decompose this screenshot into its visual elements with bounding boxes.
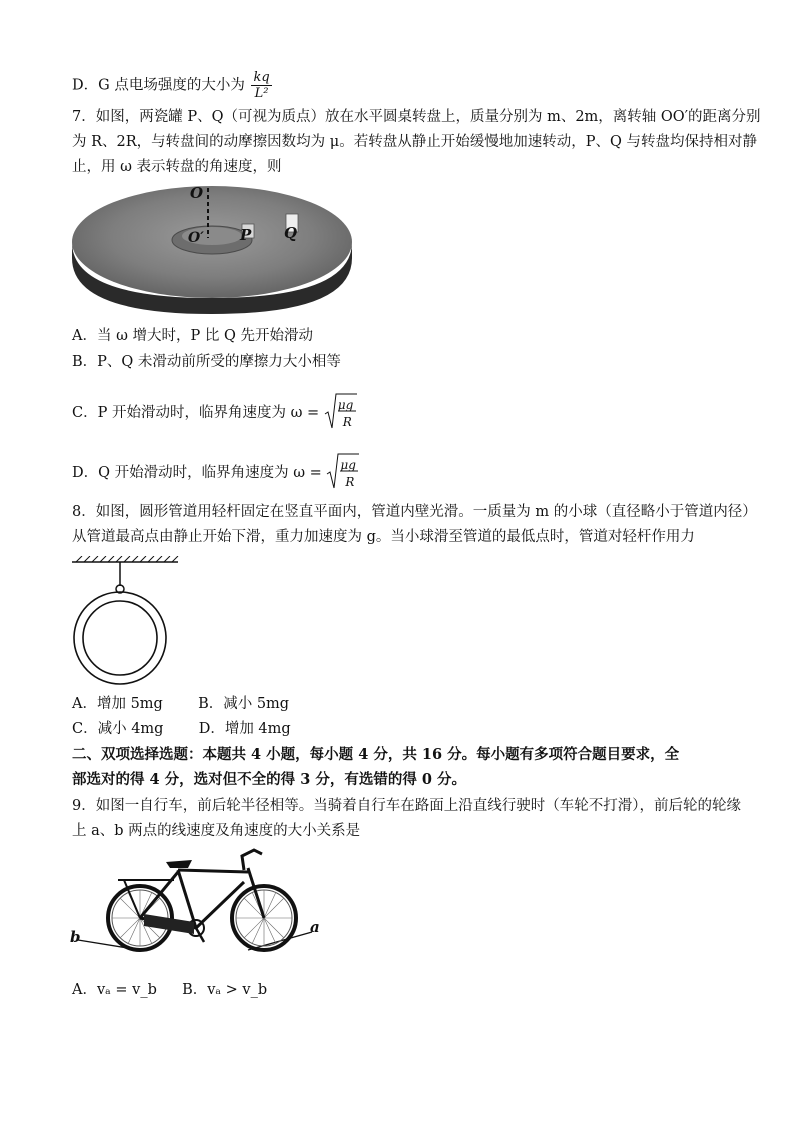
bicycle-seat: [166, 860, 192, 868]
handlebar: [242, 850, 262, 870]
q8-stem-line-1: 8．如图，圆形管道用轻杆固定在竖直平面内，管道内壁光滑。一质量为 m 的小球（直径略小于管道内径）: [72, 504, 757, 520]
section-2-heading-line-1: 二、双项选择选题：本题共 4 小题，每小题 4 分，共 16 分。每小题有多项符合题目要求，全: [72, 746, 680, 763]
q7-stem-line-2: 为 R、2R，与转盘间的动摩擦因数均为 μ。若转盘从静止开始缓慢地加速转动，P、Q 与转盘均保持相对静: [72, 134, 757, 150]
q7-option-a: A．当 ω 增大时，P 比 Q 先开始滑动: [72, 328, 313, 344]
q8-stem-line-2: 从管道最高点由静止开始下滑，重力加速度为 g。当小球滑至管道的最低点时，管道对轻杆作用力: [72, 529, 695, 545]
label-q: Q: [284, 224, 298, 242]
q9-option-b: B．vₐ > v_b: [182, 982, 268, 998]
q8-options-row-1: [72, 694, 289, 714]
turntable-figure: [70, 180, 355, 316]
q7-stem-line-1: 7．如图，两瓷罐 P、Q（可视为质点）放在水平圆桌转盘上，质量分别为 m、2m，离转轴 OO′的距离分别: [72, 109, 761, 125]
q7-option-d-sqrt: [326, 452, 360, 490]
q8-option-d: D．增加 4mg: [198, 721, 291, 737]
q6-option-d-fraction: [251, 70, 271, 101]
label-o-prime: O′: [188, 230, 204, 246]
fraction-numerator: kq: [253, 70, 270, 85]
q7-option-b: B．P、Q 未滑动前所受的摩擦力大小相等: [72, 354, 341, 370]
fraction-denominator: L²: [254, 86, 269, 101]
q7-option-c: [72, 394, 358, 432]
ring-pipe-figure: [70, 556, 180, 686]
q7-option-d: [72, 454, 360, 492]
pipe-outer: [74, 592, 166, 684]
q7-stem-line-3: 止，用 ω 表示转盘的角速度，则: [72, 159, 282, 175]
pipe-inner: [83, 601, 157, 675]
q9-options-row: [72, 980, 267, 1000]
q8-options-row-2: [72, 719, 291, 739]
q9-stem-line-2: 上 a、b 两点的线速度及角速度的大小关系是: [72, 823, 361, 839]
sqrt-denominator: R: [345, 475, 355, 489]
section-2-heading-line-2: 部选对的得 4 分，选对但不全的得 3 分，有选错的得 0 分。: [72, 771, 467, 788]
q7-option-c-text: C．P 开始滑动时，临界角速度为 ω =: [72, 405, 320, 421]
label-a: a: [310, 918, 320, 936]
q8-option-a: A．增加 5mg: [72, 696, 163, 712]
label-b: b: [70, 928, 81, 946]
label-o-top: O: [190, 184, 204, 202]
q6-option-d: [72, 70, 272, 101]
q9-option-a: A．vₐ = v_b: [72, 982, 157, 998]
q9-stem-line-1: 9．如图一自行车，前后轮半径相等。当骑着自行车在路面上沿直线行驶时（车轮不打滑），前后轮的轮缘: [72, 798, 741, 814]
q8-option-c: C．减小 4mg: [72, 721, 164, 737]
ceiling-hatching: [76, 556, 178, 562]
q7-option-c-sqrt: [324, 392, 358, 430]
q6-option-d-text: D．G 点电场强度的大小为: [72, 77, 245, 94]
sqrt-numerator: μg: [337, 398, 354, 412]
label-p: P: [240, 226, 252, 244]
q8-option-b: B．减小 5mg: [198, 696, 290, 712]
bicycle-figure: [68, 842, 328, 962]
q7-option-d-text: D．Q 开始滑动时，临界角速度为 ω =: [72, 465, 322, 481]
sqrt-denominator: R: [342, 415, 352, 429]
sqrt-numerator: μg: [340, 458, 356, 472]
